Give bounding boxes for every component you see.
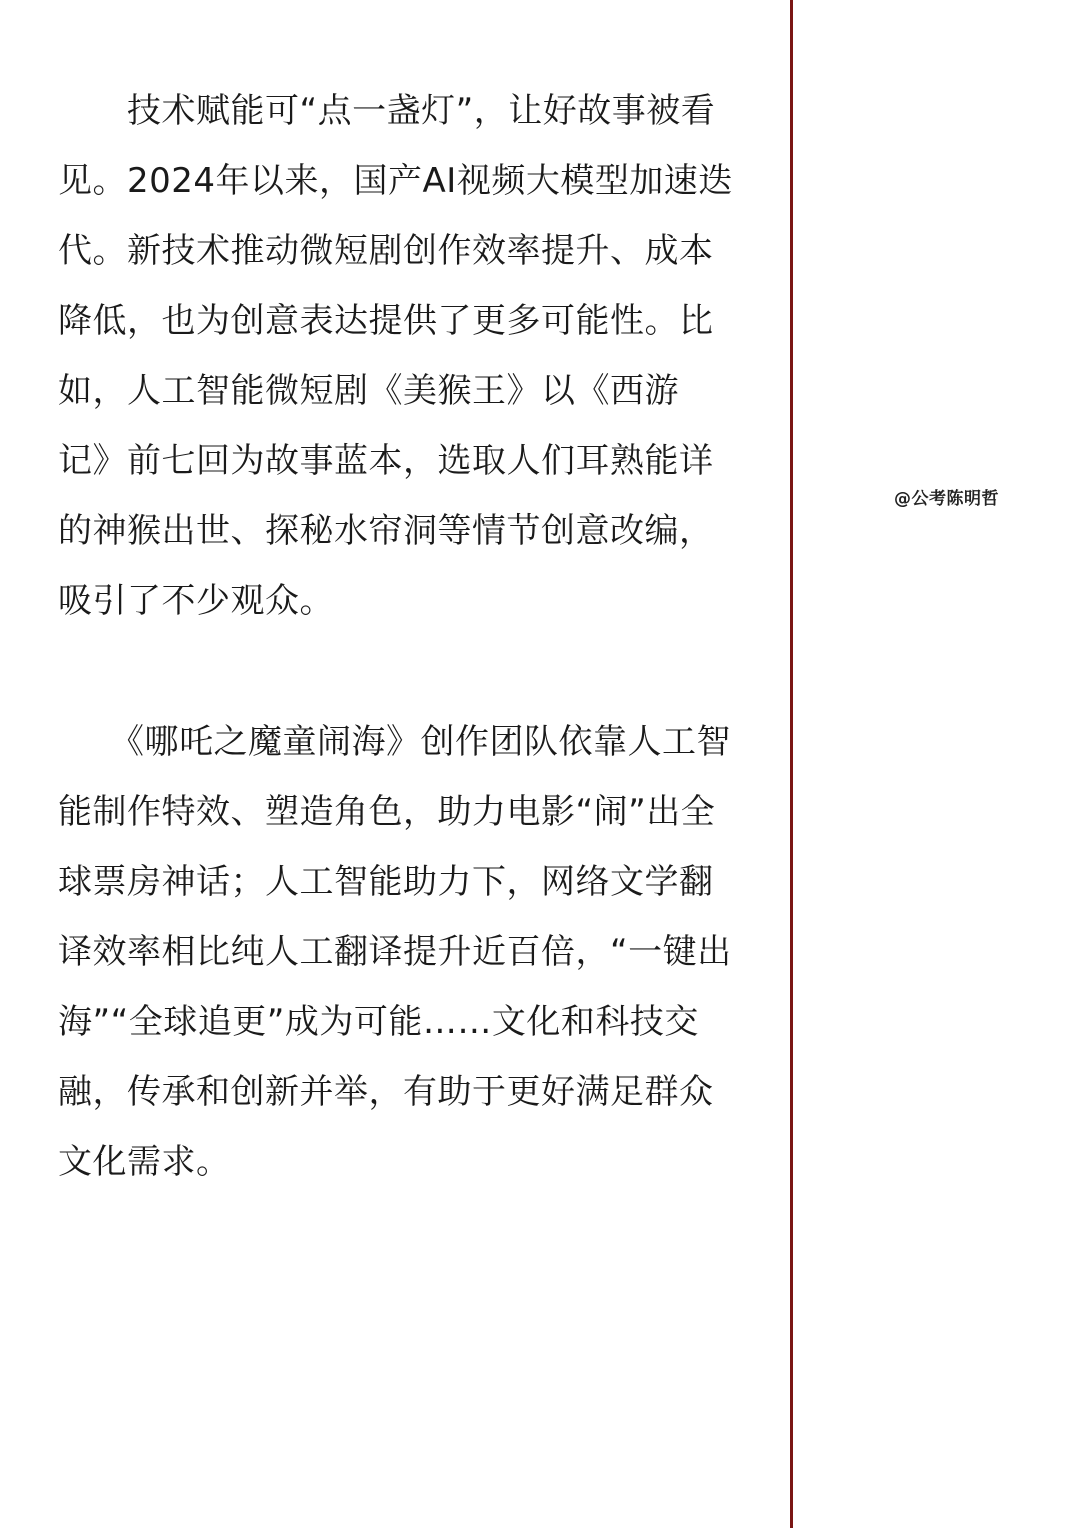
text-line: 技术赋能可“点一盏灯”，让好故事被看 — [58, 91, 716, 131]
text-line: 记》前七回为故事蓝本，选取人们耳熟能详 — [58, 441, 714, 481]
text-line: 降低，也为创意表达提供了更多可能性。比 — [58, 301, 714, 341]
text-line: 能制作特效、塑造角色，助力电影“闹”出全 — [58, 792, 716, 832]
text-line: 代。新技术推动微短剧创作效率提升、成本 — [58, 231, 714, 271]
paragraph-1 — [58, 76, 748, 636]
vertical-divider — [790, 0, 793, 1528]
text-line: 文化需求。 — [58, 1142, 231, 1182]
text-line: 的神猴出世、探秘水帘洞等情节创意改编， — [58, 511, 714, 551]
paragraph-2 — [58, 707, 748, 1197]
text-line: 译效率相比纯人工翻译提升近百倍，“一键出 — [58, 932, 732, 972]
text-line: 融，传承和创新并举，有助于更好满足群众 — [58, 1072, 714, 1112]
text-line: 球票房神话；人工智能助力下，网络文学翻 — [58, 862, 714, 902]
text-line: 见。2024年以来，国产AI视频大模型加速迭 — [58, 161, 733, 201]
text-line: 海”“全球追更”成为可能……文化和科技交 — [58, 1002, 699, 1042]
author-watermark: @公考陈明哲 — [894, 489, 999, 509]
text-line: 如，人工智能微短剧《美猴王》以《西游 — [58, 371, 679, 411]
article-body — [58, 76, 748, 1197]
text-line: 《哪吒之魔童闹海》创作团队依靠人工智 — [58, 722, 731, 762]
text-line: 吸引了不少观众。 — [58, 581, 334, 621]
